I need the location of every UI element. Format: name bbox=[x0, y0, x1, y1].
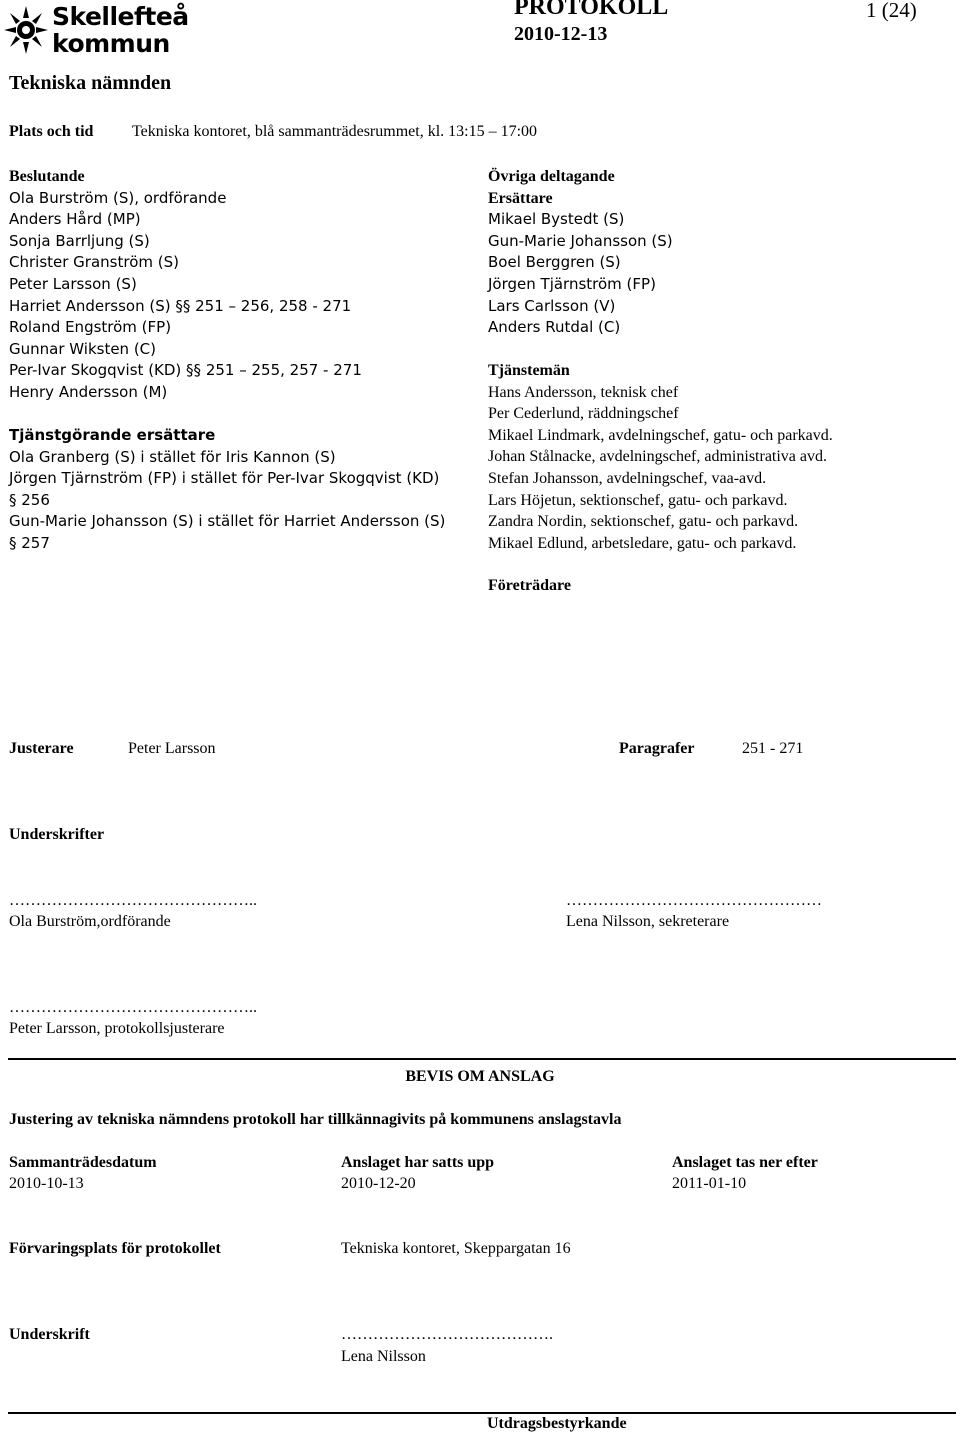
serving-substitutes-label: Tjänstgörande ersättare bbox=[9, 426, 216, 444]
deciding-section bbox=[9, 166, 362, 404]
posted-label: Anslaget har satts upp bbox=[341, 1154, 495, 1171]
deciding-member: Per-Ivar Skogqvist (KD) §§ 251 – 255, 257 - 271 bbox=[9, 361, 362, 380]
signature-label: Underskrift bbox=[9, 1326, 90, 1343]
page-number: 1 (24) bbox=[866, 0, 917, 22]
paragraphs-value: 251 - 271 bbox=[742, 740, 804, 757]
section-divider bbox=[8, 1412, 956, 1414]
storage-label: Förvaringsplats för protokollet bbox=[9, 1240, 221, 1257]
notice-statement: Justering av tekniska nämndens protokoll har tillkännagivits på kommunens anslagstavla bbox=[9, 1111, 622, 1128]
serving-substitute-line: § 256 bbox=[9, 490, 50, 509]
sun-emblem-icon bbox=[4, 4, 50, 54]
substitute-member: Mikael Bystedt (S) bbox=[488, 210, 625, 229]
document-type: PROTOKOLL bbox=[514, 0, 669, 20]
deciding-member: Henry Andersson (M) bbox=[9, 382, 168, 401]
removed-label: Anslaget tas ner efter bbox=[672, 1154, 818, 1171]
storage-value: Tekniska kontoret, Skeppargatan 16 bbox=[341, 1240, 571, 1257]
adjuster-value: Peter Larsson bbox=[128, 740, 216, 757]
substitute-member: Lars Carlsson (V) bbox=[488, 296, 616, 315]
officials-label: Tjänstemän bbox=[488, 362, 570, 379]
committee-name: Tekniska nämnden bbox=[9, 72, 172, 94]
place-label: Plats och tid bbox=[9, 123, 94, 140]
signature-line: ……………………………………….. bbox=[9, 999, 257, 1016]
deciding-member: Sonja Barrljung (S) bbox=[9, 231, 150, 250]
serving-substitutes-section bbox=[9, 425, 445, 555]
substitute-member: Gun-Marie Johansson (S) bbox=[488, 231, 673, 250]
other-participants-section bbox=[488, 166, 673, 339]
officials-section bbox=[488, 360, 833, 554]
paragraphs-label: Paragrafer bbox=[619, 740, 695, 757]
adjuster-label: Justerare bbox=[9, 740, 74, 757]
signatures-label: Underskrifter bbox=[9, 826, 105, 843]
deciding-member: Roland Engström (FP) bbox=[9, 318, 172, 337]
deciding-member: Ola Burström (S), ordförande bbox=[9, 188, 227, 207]
deciding-label: Beslutande bbox=[9, 168, 85, 185]
serving-substitute-line: § 257 bbox=[9, 533, 50, 552]
signatory-name: Lena Nilsson bbox=[341, 1348, 426, 1365]
place-value: Tekniska kontoret, blå sammanträdesrummet, kl. 13:15 – 17:00 bbox=[132, 123, 538, 140]
signature-line: ………………………………………… bbox=[566, 892, 822, 909]
official: Lars Höjetun, sektionschef, gatu- och parkavd. bbox=[488, 491, 788, 509]
representatives-label: Företrädare bbox=[488, 577, 571, 594]
substitute-member: Anders Rutdal (C) bbox=[488, 318, 621, 337]
removed-date: 2011-01-10 bbox=[672, 1175, 747, 1192]
deciding-member: Anders Hård (MP) bbox=[9, 210, 141, 229]
logo-line-1: Skellefteå bbox=[52, 2, 189, 31]
deciding-member: Peter Larsson (S) bbox=[9, 274, 137, 293]
deciding-member: Harriet Andersson (S) §§ 251 – 256, 258 - 271 bbox=[9, 296, 352, 315]
meeting-date: 2010-10-13 bbox=[9, 1175, 84, 1192]
other-participants-label: Övriga deltagande bbox=[488, 168, 615, 185]
official: Johan Stålnacke, avdelningschef, administrativa avd. bbox=[488, 448, 828, 466]
certification-label: Utdragsbestyrkande bbox=[487, 1415, 627, 1432]
substitute-member: Jörgen Tjärnström (FP) bbox=[488, 274, 656, 293]
official: Zandra Nordin, sektionschef, gatu- och parkavd. bbox=[488, 513, 799, 531]
deciding-member: Gunnar Wiksten (C) bbox=[9, 339, 157, 358]
serving-substitute-line: Gun-Marie Johansson (S) i stället för Harriet Andersson (S) bbox=[9, 512, 446, 531]
official: Mikael Edlund, arbetsledare, gatu- och parkavd. bbox=[488, 534, 797, 552]
logo-line-2: kommun bbox=[52, 29, 170, 58]
substitutes-label: Ersättare bbox=[488, 189, 553, 207]
signature-line: ……………………………………….. bbox=[9, 892, 257, 909]
official: Per Cederlund, räddningschef bbox=[488, 405, 679, 423]
posted-date: 2010-12-20 bbox=[341, 1175, 416, 1192]
meeting-date-label: Sammanträdesdatum bbox=[9, 1154, 157, 1171]
signatory-name: Peter Larsson, protokollsjusterare bbox=[9, 1020, 225, 1037]
section-divider bbox=[8, 1058, 956, 1060]
notice-title: BEVIS OM ANSLAG bbox=[405, 1068, 555, 1085]
signatory-name: Lena Nilsson, sekreterare bbox=[566, 913, 730, 930]
municipality-logo bbox=[4, 2, 194, 56]
document-date: 2010-12-13 bbox=[514, 23, 608, 45]
signatory-name: Ola Burström,ordförande bbox=[9, 913, 171, 930]
signature-line: …………………………………. bbox=[341, 1326, 553, 1343]
substitute-member: Boel Berggren (S) bbox=[488, 253, 621, 272]
official: Mikael Lindmark, avdelningschef, gatu- och parkavd. bbox=[488, 426, 833, 444]
official: Hans Andersson, teknisk chef bbox=[488, 383, 679, 401]
serving-substitute-line: Jörgen Tjärnström (FP) i stället för Per-Ivar Skogqvist (KD) bbox=[9, 469, 440, 488]
serving-substitute-line: Ola Granberg (S) i stället för Iris Kannon (S) bbox=[9, 447, 336, 466]
deciding-member: Christer Granström (S) bbox=[9, 253, 179, 272]
official: Stefan Johansson, avdelningschef, vaa-avd. bbox=[488, 469, 767, 487]
